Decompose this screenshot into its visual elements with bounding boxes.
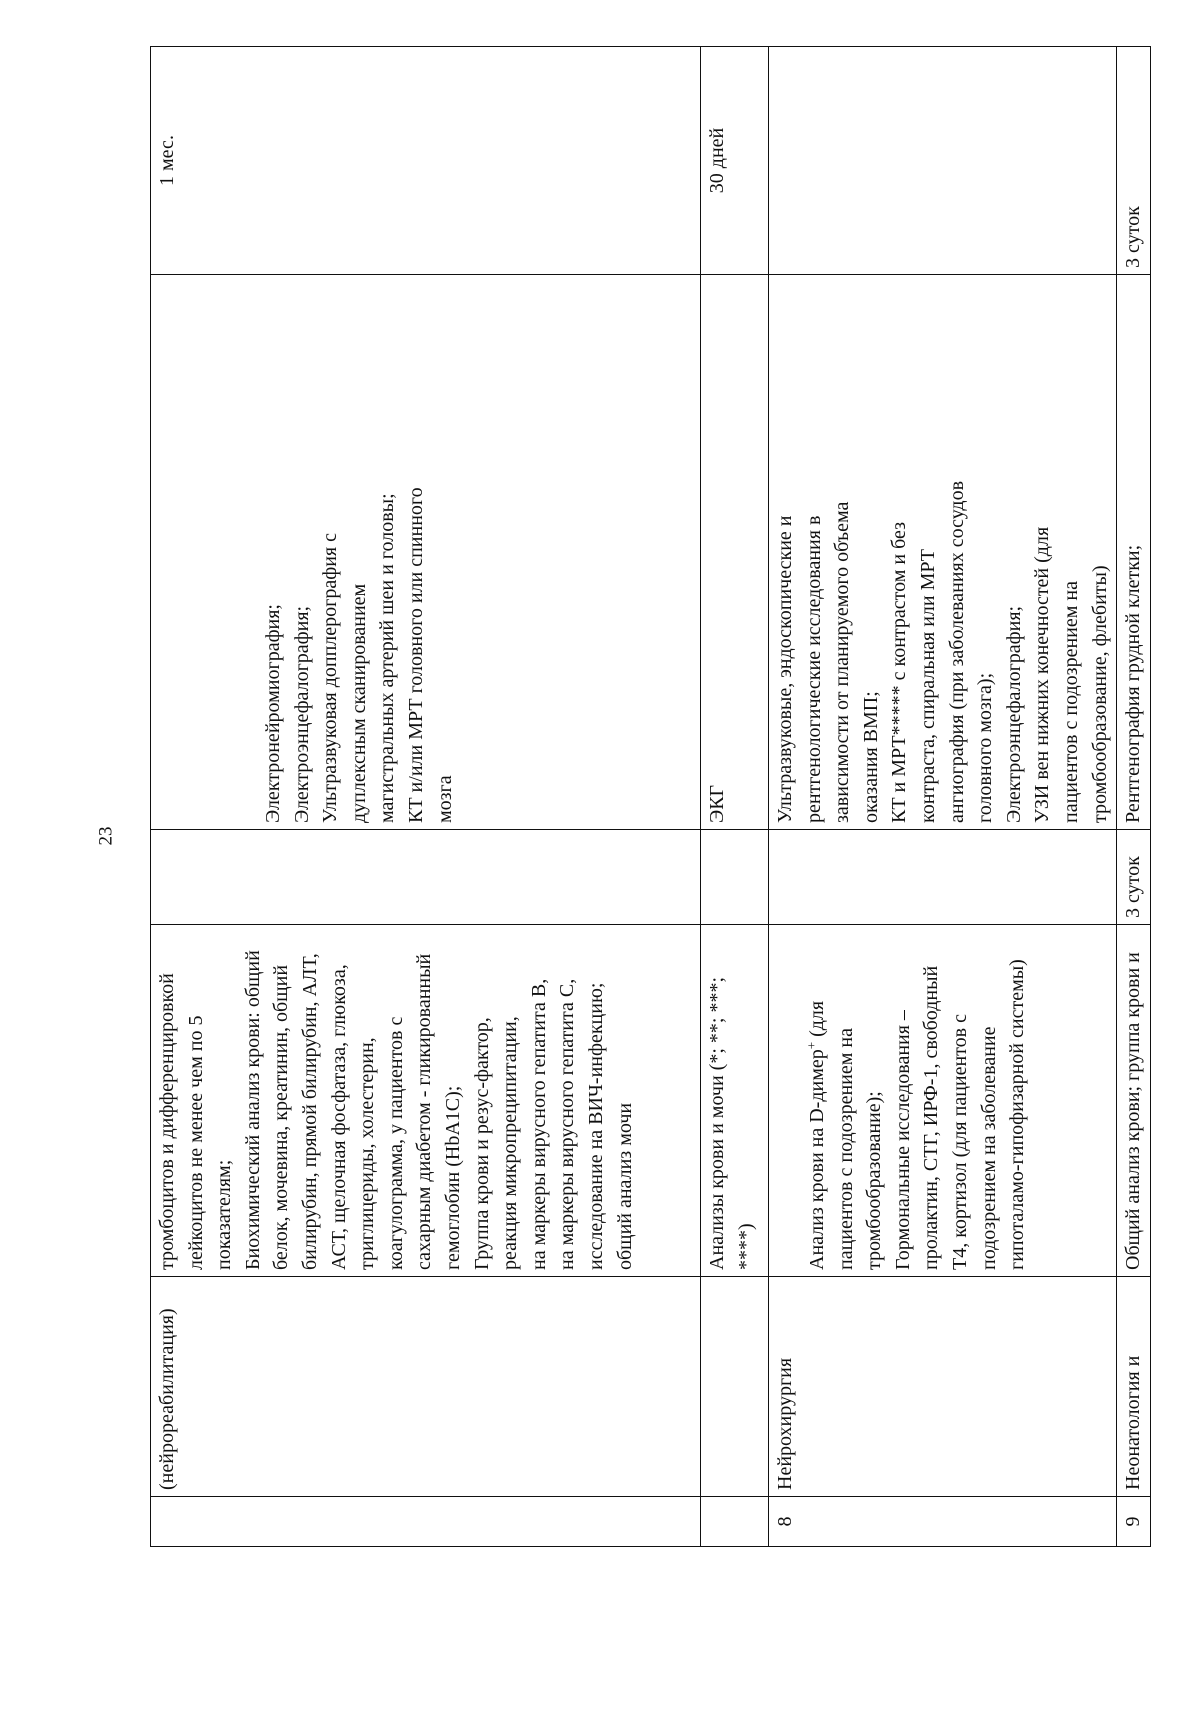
lab-term-cell bbox=[701, 830, 769, 925]
row-number bbox=[701, 1497, 769, 1547]
lab-term-cell bbox=[151, 830, 701, 925]
instrumental-tests-cell: ЭКГ bbox=[701, 275, 769, 830]
instrumental-tests-cell: Рентгенография грудной клетки; bbox=[1117, 275, 1151, 830]
profile-cell: Неонатология и bbox=[1117, 1277, 1151, 1497]
lab-term-cell: 3 суток bbox=[1117, 830, 1151, 925]
instrumental-tests-cell: Электронейромиография; Электроэнцефалография; Ультразвуковая допплерография с дуплексным сканированием магистральных артерий шеи и головы; КТ и/или МРТ головного или спинного мозга bbox=[151, 275, 701, 830]
instrumental-term-cell: 30 дней bbox=[701, 47, 769, 275]
row-number: 9 bbox=[1117, 1497, 1151, 1547]
medical-table bbox=[150, 46, 1151, 1547]
lab-tests-text-cont: (для пациентов с подозрением на тромбообразование); Гормональные исследования – пролактин, СТГ, ИРФ-1, свободный Т4, кортизол (для пациентов с подозрением на заболевание гипоталамо-гипофизарной системы) bbox=[806, 959, 1029, 1270]
lab-tests-cell: Анализы крови и мочи (*; **; ***; ****) bbox=[701, 925, 769, 1277]
lab-tests-cell: тромбоцитов и дифференцировкой лейкоцитов не менее чем по 5 показателям; Биохимический анализ крови: общий белок, мочевина, креатинин, общий билирубин, прямой билирубин, АЛТ, АСТ, щелочная фосфатаза, глюкоза, триглицериды, холестерин, коагулограмма, у пациентов с сахарным диабетом - гликированный гемоглобин (HbA1C); Группа крови и резус-фактор, реакция микропреципитации, на маркеры вирусного гепатита B, на маркеры вирусного гепатита C, исследование на ВИЧ-инфекцию; общий анализ мочи bbox=[151, 925, 701, 1277]
instrumental-term-cell: 1 мес. bbox=[151, 47, 701, 275]
table-row bbox=[1117, 47, 1151, 1547]
instrumental-term-cell: 3 суток bbox=[1117, 47, 1151, 275]
lab-tests-cell bbox=[769, 925, 1117, 1277]
rotated-page-canvas bbox=[150, 47, 1145, 1547]
lab-term-cell bbox=[769, 830, 1117, 925]
profile-cell: (нейрореабилитация) bbox=[151, 1277, 701, 1497]
lab-tests-cell: Общий анализ крови; группа крови и bbox=[1117, 925, 1151, 1277]
table-row bbox=[151, 47, 701, 1547]
table-row bbox=[701, 47, 769, 1547]
row-number: 8 bbox=[769, 1497, 1117, 1547]
profile-cell: Нейрохирургия bbox=[769, 1277, 1117, 1497]
page-number: 23 bbox=[95, 826, 117, 846]
instrumental-term-cell bbox=[769, 47, 1117, 275]
superscript-plus: + bbox=[803, 1041, 819, 1050]
lab-tests-text: Анализ крови на D-димер bbox=[806, 1049, 828, 1270]
table-row bbox=[769, 47, 1117, 1547]
row-number bbox=[151, 1497, 701, 1547]
profile-cell bbox=[701, 1277, 769, 1497]
instrumental-tests-cell: Ультразвуковые, эндоскопические и рентгенологические исследования в зависимости от планируемого объема оказания ВМП; КТ и МРТ***** с контрастом и без контраста, спиральная или МРТ ангиография (при заболеваниях сосудов головного мозга); Электроэнцефалография; УЗИ вен нижних конечностей (для пациентов с подозрением на тромбообразование, флебиты) bbox=[769, 275, 1117, 830]
